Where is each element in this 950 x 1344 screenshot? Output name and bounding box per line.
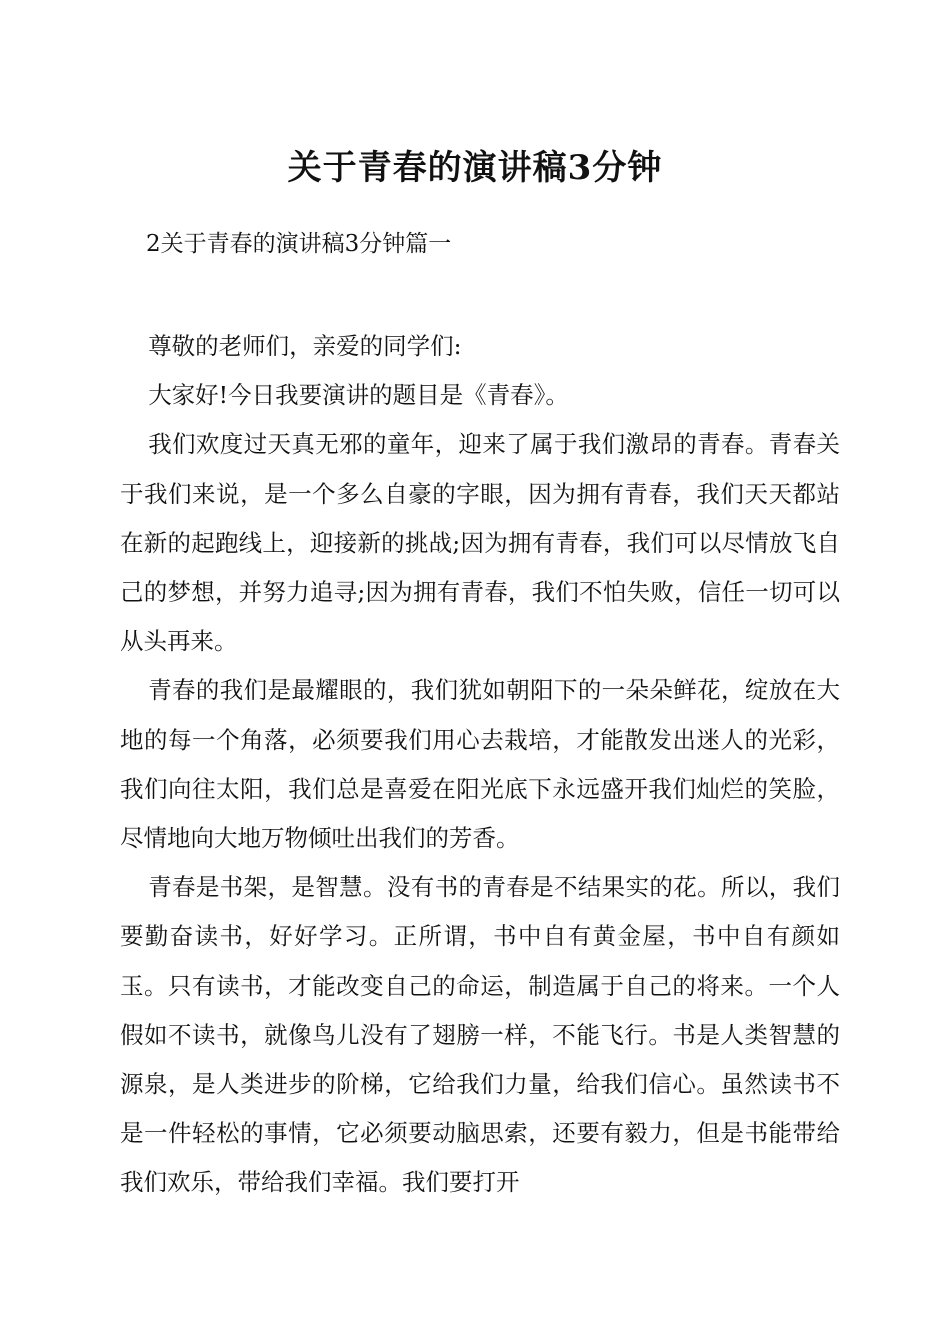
- paragraph-greeting: 尊敬的老师们，亲爱的同学们:: [148, 332, 462, 360]
- document-body: [120, 322, 840, 1208]
- paragraph-opening: 大家好!今日我要演讲的题目是《青春》。: [148, 381, 569, 410]
- paragraph-youth-meaning: 我们欢度过天真无邪的童年，迎来了属于我们激昂的青春。青春关于我们来说，是一个多么自豪的字眼，因为拥有青春，我们天天都站在新的起跑线上，迎接新的挑战;因为拥有青春，我们可以尽情放飞自己的梦想，并努力追寻;因为拥有青春，我们不怕失败，信任一切可以从头再来。: [120, 430, 840, 656]
- document-subtitle: 2关于青春的演讲稿3分钟篇一: [146, 231, 452, 257]
- document-title: 关于青春的演讲稿3分钟: [287, 148, 663, 188]
- paragraph-youth-books: 青春是书架，是智慧。没有书的青春是不结果实的花。所以，我们要勤奋读书，好好学习。正所谓，书中自有黄金屋，书中自有颜如玉。只有读书，才能改变自己的命运，制造属于自己的将来。一个人假如不读书，就像鸟儿没有了翅膀一样，不能飞行。书是人类智慧的源泉，是人类进步的阶梯，它给我们力量，给我们信心。虽然读书不是一件轻松的事情，它必须要动脑思索，还要有毅力，但是书能带给我们欢乐，带给我们幸福。我们要打开: [120, 873, 840, 1197]
- paragraph-youth-brilliance: 青春的我们是最耀眼的，我们犹如朝阳下的一朵朵鲜花，绽放在大地的每一个角落，必须要我们用心去栽培，才能散发出迷人的光彩，我们向往太阳，我们总是喜爱在阳光底下永远盛开我们灿烂的笑脸，尽情地向大地万物倾吐出我们的芳香。: [120, 676, 840, 853]
